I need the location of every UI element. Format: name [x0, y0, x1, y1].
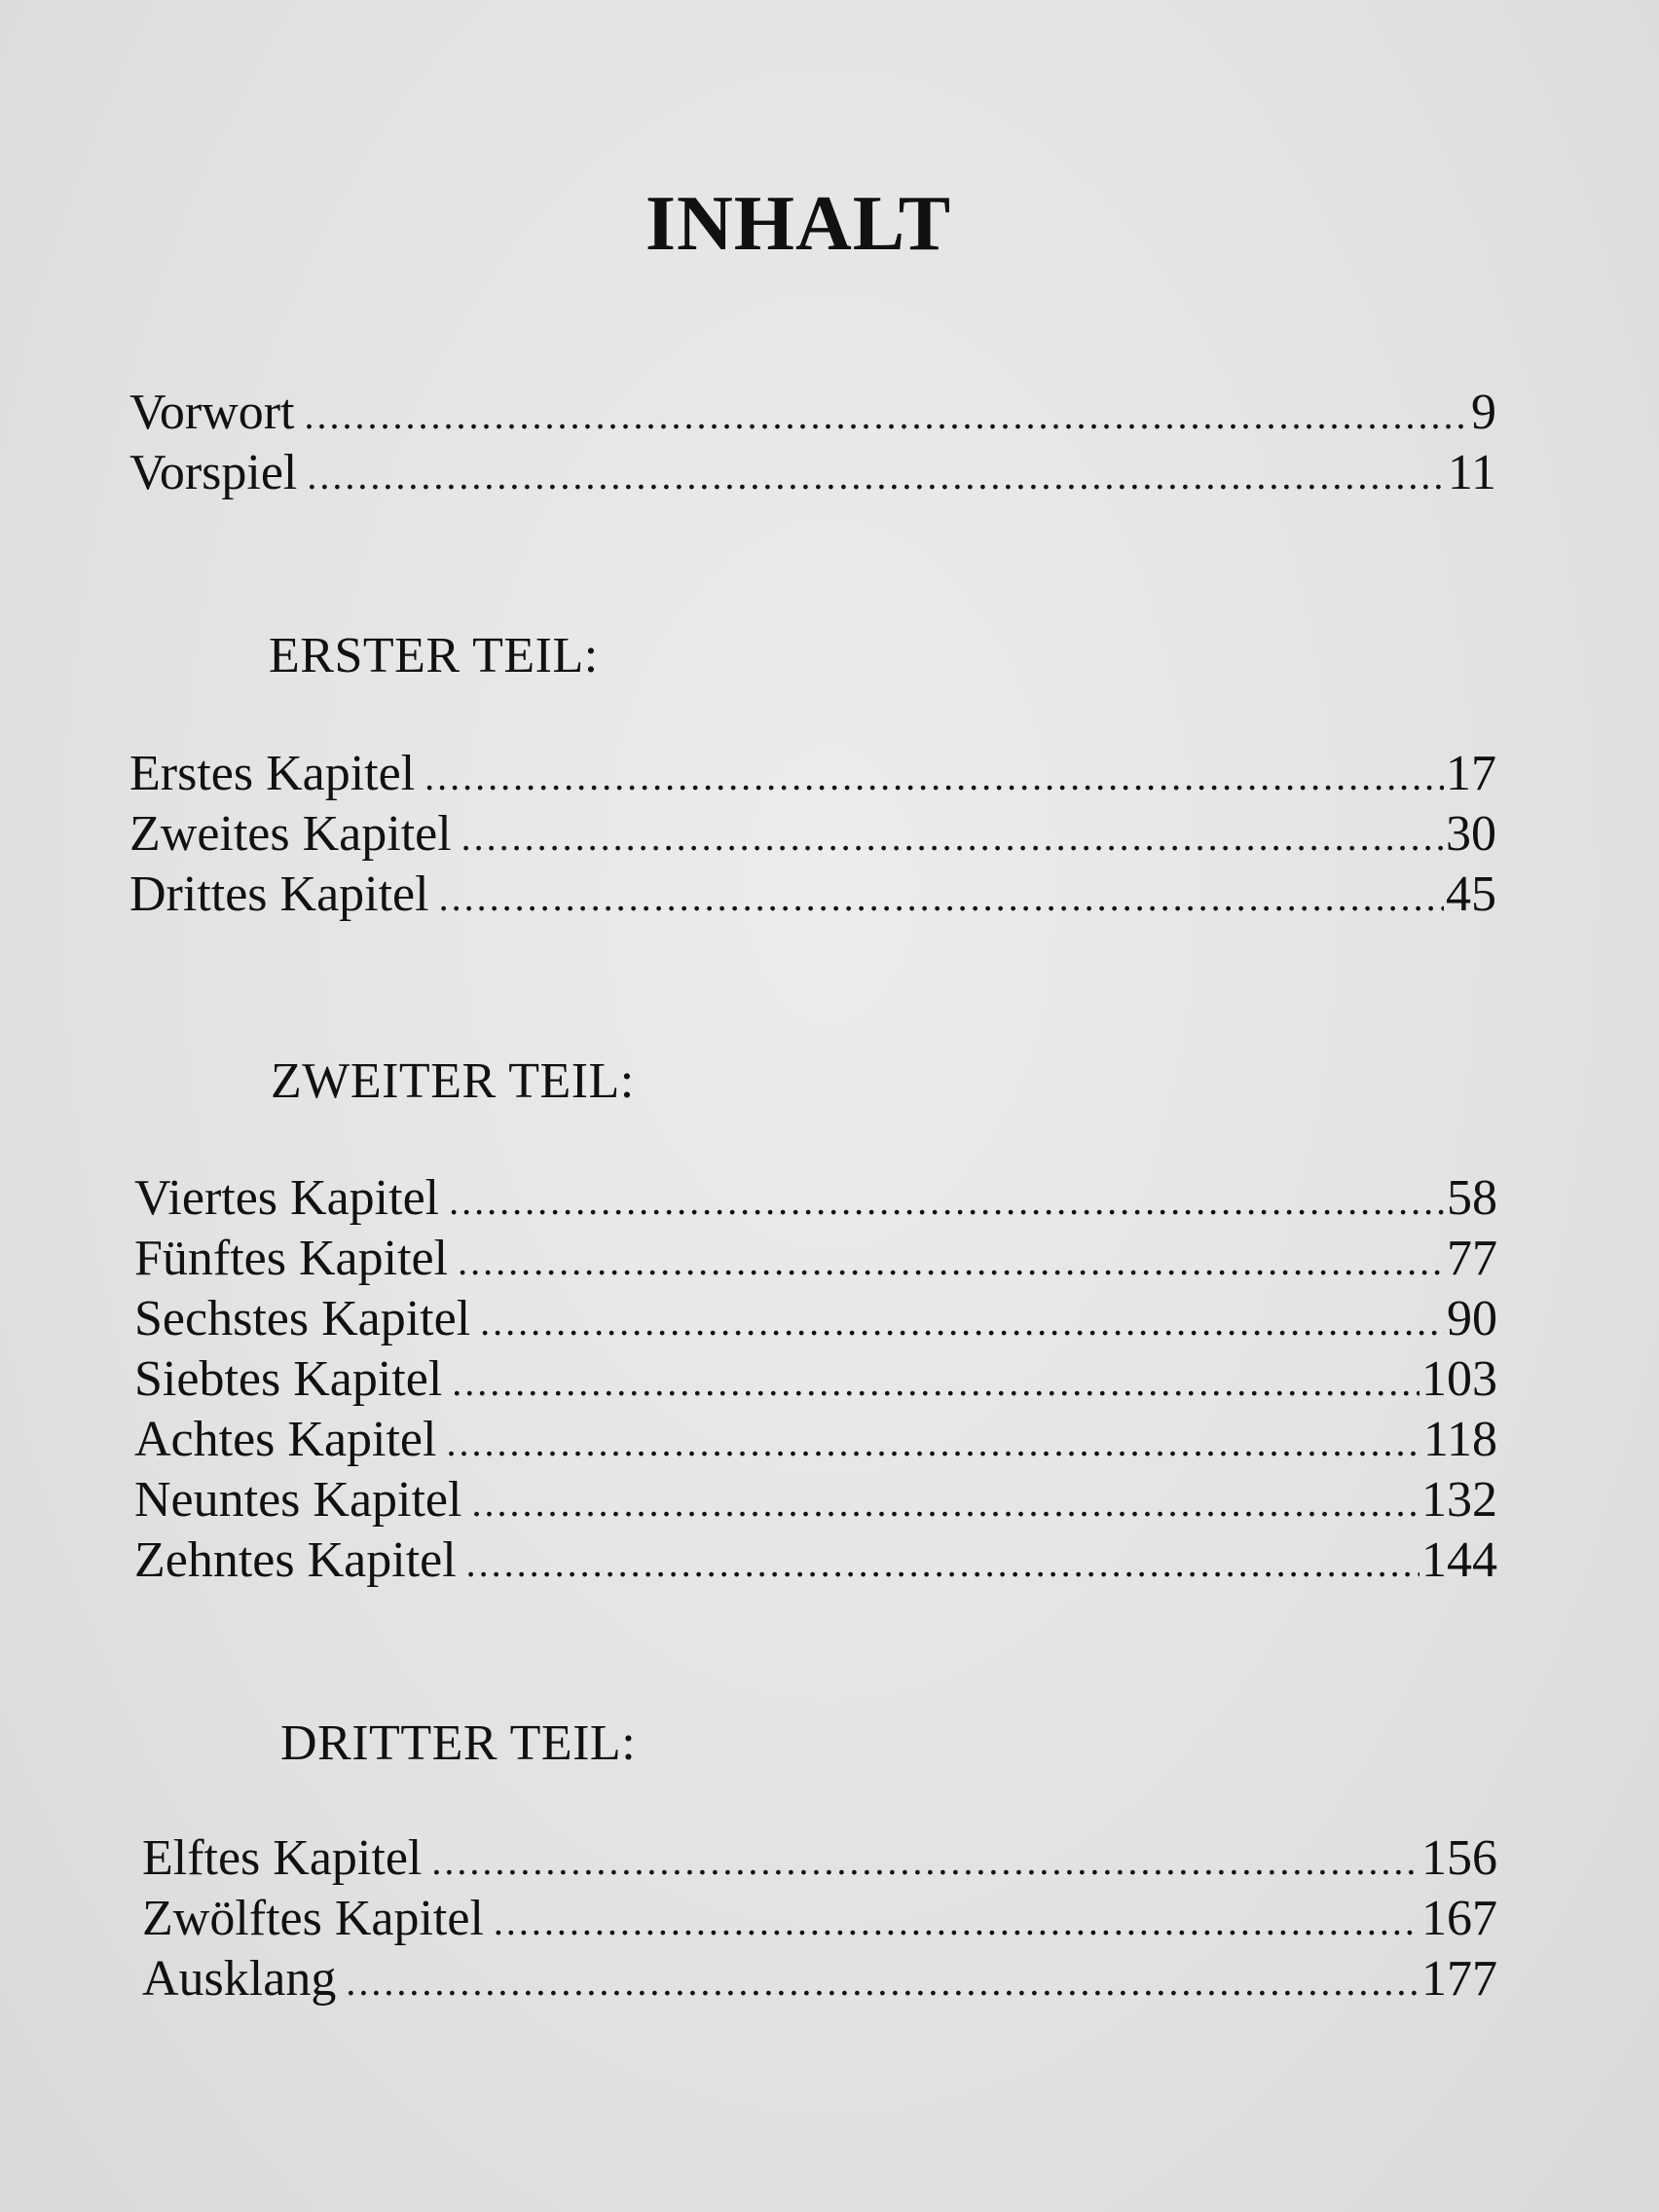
page-title-text: INHALT: [645, 181, 952, 267]
toc-entry-page: 58: [1447, 1170, 1497, 1226]
toc-entry-page: 90: [1447, 1291, 1497, 1346]
toc-entry-page: 132: [1421, 1472, 1497, 1528]
toc-entry-label: Vorspiel: [129, 445, 298, 500]
part-heading-erster-teil: ERSTER TEIL:: [269, 628, 599, 683]
toc-entry-label: Zweites Kapitel: [129, 806, 452, 862]
toc-entry-vorwort[interactable]: [129, 383, 1496, 443]
toc-leader-dots: [471, 1473, 1419, 1533]
toc-entry-erstes-kapitel[interactable]: [129, 744, 1496, 804]
toc-entry-zwoelftes-kapitel[interactable]: [142, 1889, 1497, 1949]
toc-entry-label: Siebtes Kapitel: [134, 1351, 443, 1407]
toc-leader-dots: [424, 747, 1444, 807]
toc-entry-achtes-kapitel[interactable]: [134, 1410, 1497, 1470]
toc-entry-page: 77: [1447, 1231, 1497, 1286]
toc-entry-label: Ausklang: [142, 1951, 337, 2007]
toc-entry-ausklang[interactable]: [142, 1949, 1497, 2009]
toc-leader-dots: [304, 386, 1469, 446]
toc-entry-drittes-kapitel[interactable]: [129, 865, 1496, 925]
toc-entry-label: Viertes Kapitel: [134, 1170, 440, 1226]
toc-leader-dots: [307, 446, 1446, 506]
toc-part-1: [129, 744, 1496, 925]
toc-entry-neuntes-kapitel[interactable]: [134, 1470, 1497, 1530]
toc-entry-page: 11: [1447, 445, 1496, 500]
toc-entry-viertes-kapitel[interactable]: [134, 1168, 1497, 1229]
toc-leader-dots: [446, 1413, 1420, 1473]
toc-entry-elftes-kapitel[interactable]: [142, 1828, 1497, 1889]
toc-entry-label: Neuntes Kapitel: [134, 1472, 462, 1528]
toc-leader-dots: [452, 1352, 1419, 1413]
toc-entry-page: 45: [1446, 866, 1496, 922]
toc-entry-label: Zwölftes Kapitel: [142, 1891, 484, 1946]
toc-leader-dots: [494, 1892, 1419, 1952]
toc-entry-siebtes-kapitel[interactable]: [134, 1349, 1497, 1410]
toc-entry-label: Erstes Kapitel: [129, 746, 416, 801]
toc-entry-vorspiel[interactable]: [129, 443, 1496, 503]
toc-entry-page: 118: [1422, 1412, 1497, 1467]
toc-entry-zweites-kapitel[interactable]: [129, 804, 1496, 865]
toc-entry-label: Fünftes Kapitel: [134, 1231, 449, 1286]
toc-entry-page: 30: [1446, 806, 1496, 862]
toc-entry-page: 177: [1421, 1951, 1497, 2007]
toc-front-matter: [129, 383, 1496, 503]
toc-part-3: [142, 1828, 1497, 2009]
toc-leader-dots: [431, 1831, 1419, 1892]
page-title: [0, 175, 1659, 273]
toc-entry-label: Vorwort: [129, 385, 295, 440]
toc-part-2: [134, 1168, 1497, 1591]
toc-entry-label: Zehntes Kapitel: [134, 1532, 457, 1588]
toc-entry-zehntes-kapitel[interactable]: [134, 1530, 1497, 1591]
toc-entry-label: Drittes Kapitel: [129, 866, 429, 922]
toc-entry-page: 9: [1471, 385, 1496, 440]
toc-leader-dots: [461, 807, 1444, 867]
toc-entry-sechstes-kapitel[interactable]: [134, 1289, 1497, 1349]
toc-entry-page: 17: [1446, 746, 1496, 801]
toc-leader-dots: [480, 1292, 1445, 1352]
toc-leader-dots: [439, 867, 1444, 928]
toc-entry-label: Sechstes Kapitel: [134, 1291, 471, 1346]
toc-entry-page: 167: [1421, 1891, 1497, 1946]
toc-entry-label: Achtes Kapitel: [134, 1412, 437, 1467]
part-heading-dritter-teil: DRITTER TEIL:: [280, 1715, 637, 1771]
toc-leader-dots: [346, 1952, 1419, 2012]
toc-entry-fuenftes-kapitel[interactable]: [134, 1229, 1497, 1289]
toc-leader-dots: [466, 1533, 1419, 1594]
toc-entry-page: 156: [1421, 1830, 1497, 1886]
toc-entry-page: 144: [1421, 1532, 1497, 1588]
toc-leader-dots: [458, 1232, 1445, 1292]
part-heading-zweiter-teil: ZWEITER TEIL:: [271, 1053, 635, 1109]
toc-entry-label: Elftes Kapitel: [142, 1830, 423, 1886]
toc-entry-page: 103: [1421, 1351, 1497, 1407]
toc-leader-dots: [449, 1171, 1445, 1232]
